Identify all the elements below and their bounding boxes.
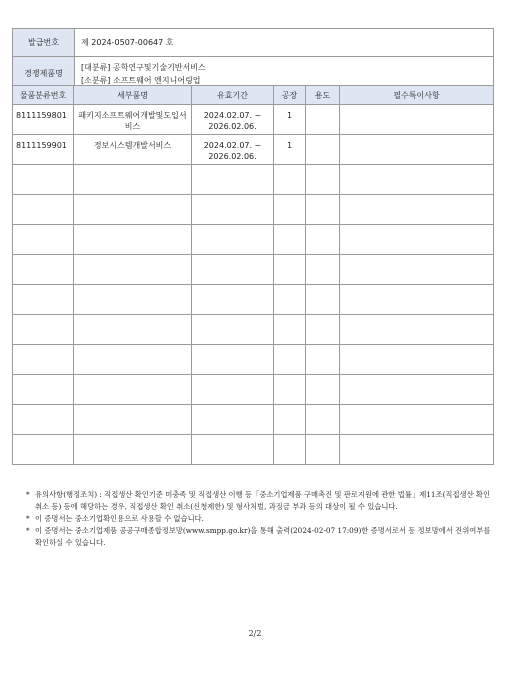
category-minor: [소분류] 소프트웨어 엔지니어링업	[81, 75, 201, 85]
empty-cell	[274, 165, 306, 195]
empty-cell	[192, 255, 274, 285]
remarks	[340, 105, 494, 135]
remarks	[340, 135, 494, 165]
note-bullet: *	[26, 490, 30, 499]
empty-cell	[74, 165, 192, 195]
empty-cell	[192, 435, 274, 465]
empty-cell	[13, 195, 74, 225]
empty-cell	[192, 345, 274, 375]
empty-cell	[74, 285, 192, 315]
use	[306, 105, 340, 135]
empty-cell	[13, 375, 74, 405]
empty-cell	[306, 195, 340, 225]
empty-cell	[306, 285, 340, 315]
empty-cell	[274, 405, 306, 435]
col-header-remarks: 필수특이사항	[340, 86, 494, 105]
table-row-empty	[13, 225, 494, 255]
classification-number: 8111159801	[13, 105, 74, 135]
product-table	[12, 85, 494, 465]
note-bullet: *	[26, 514, 30, 523]
note-text: 유의사항(행정조치) : 직접생산 확인기준 미충족 및 직접생산 이행 등「중소기업제품 구매촉진 및 판로지원에 관한 법률」제11조(직접생산 확인 취소 등) 등에 해당하는 경우, 직접생산 확인 취소(신청제한) 및 형사처벌, 과징금 부과 등의 대상이 될 수 있습니다.	[35, 490, 491, 511]
table-row-empty	[13, 255, 494, 285]
empty-cell	[192, 315, 274, 345]
issue-number-row	[13, 29, 494, 57]
factory-count: 1	[274, 135, 306, 165]
empty-cell	[192, 405, 274, 435]
empty-cell	[192, 285, 274, 315]
empty-cell	[74, 345, 192, 375]
empty-cell	[274, 435, 306, 465]
empty-cell	[306, 315, 340, 345]
table-header-row	[13, 86, 494, 105]
empty-cell	[340, 375, 494, 405]
empty-cell	[306, 225, 340, 255]
note-item	[26, 513, 498, 525]
empty-cell	[192, 375, 274, 405]
classification-number: 8111159901	[13, 135, 74, 165]
col-header-classification-number: 물품분류번호	[13, 86, 74, 105]
col-header-use: 용도	[306, 86, 340, 105]
empty-cell	[192, 165, 274, 195]
validity-period: 2024.02.07. ~ 2026.02.06.	[192, 105, 274, 135]
table-row-empty	[13, 405, 494, 435]
note-text: 이 증명서는 중소기업확인용으로 사용할 수 없습니다.	[35, 514, 204, 523]
empty-cell	[13, 285, 74, 315]
notes-section	[26, 489, 498, 549]
table-row-empty	[13, 435, 494, 465]
table-row	[13, 105, 494, 135]
category-major: [대분류] 공학연구및기술기반서비스	[81, 62, 206, 72]
empty-cell	[340, 285, 494, 315]
product-name-label: 경쟁제품명	[13, 57, 75, 91]
empty-cell	[340, 315, 494, 345]
col-header-validity-period: 유효기간	[192, 86, 274, 105]
empty-cell	[74, 375, 192, 405]
empty-cell	[13, 405, 74, 435]
certificate-header	[12, 28, 494, 91]
empty-cell	[274, 225, 306, 255]
detailed-item-name: 정보시스템개발서비스	[74, 135, 192, 165]
empty-cell	[340, 255, 494, 285]
detailed-item-name: 패키지소프트웨어개발및도입서비스	[74, 105, 192, 135]
table-row-empty	[13, 345, 494, 375]
use	[306, 135, 340, 165]
empty-cell	[306, 405, 340, 435]
empty-cell	[340, 195, 494, 225]
table-row-empty	[13, 195, 494, 225]
empty-cell	[306, 165, 340, 195]
table-row-empty	[13, 375, 494, 405]
empty-cell	[340, 225, 494, 255]
empty-cell	[274, 315, 306, 345]
empty-cell	[306, 345, 340, 375]
empty-cell	[13, 255, 74, 285]
empty-cell	[274, 375, 306, 405]
empty-cell	[340, 405, 494, 435]
empty-cell	[306, 435, 340, 465]
table-body	[13, 105, 494, 465]
empty-cell	[13, 165, 74, 195]
table-row-empty	[13, 285, 494, 315]
empty-cell	[192, 195, 274, 225]
empty-cell	[74, 435, 192, 465]
empty-cell	[274, 345, 306, 375]
empty-cell	[13, 225, 74, 255]
table-row-empty	[13, 315, 494, 345]
empty-cell	[74, 255, 192, 285]
empty-cell	[13, 345, 74, 375]
empty-cell	[274, 285, 306, 315]
empty-cell	[74, 195, 192, 225]
validity-period: 2024.02.07. ~ 2026.02.06.	[192, 135, 274, 165]
issue-number-label: 발급번호	[13, 29, 75, 57]
factory-count: 1	[274, 105, 306, 135]
note-item	[26, 525, 498, 549]
empty-cell	[306, 255, 340, 285]
empty-cell	[192, 225, 274, 255]
col-header-factory: 공장	[274, 86, 306, 105]
note-text: 이 증명서는 중소기업제품 공공구매종합정보망(www.smpp.go.kr)을 통해 출력(2024-02-07 17:09)한 증명서로서 동 정보망에서 진위여부를 확인하실 수 있습니다.	[35, 526, 491, 547]
note-bullet: *	[26, 526, 30, 535]
issue-number-value: 제 2024-0507-00647 호	[75, 29, 494, 57]
empty-cell	[340, 165, 494, 195]
empty-cell	[306, 375, 340, 405]
table-row-empty	[13, 165, 494, 195]
empty-cell	[74, 405, 192, 435]
col-header-detailed-item: 세부품명	[74, 86, 192, 105]
empty-cell	[340, 435, 494, 465]
empty-cell	[13, 315, 74, 345]
empty-cell	[13, 435, 74, 465]
empty-cell	[74, 315, 192, 345]
page-number: 2/2	[248, 629, 262, 638]
table-row	[13, 135, 494, 165]
empty-cell	[274, 195, 306, 225]
note-item	[26, 489, 498, 513]
empty-cell	[274, 255, 306, 285]
empty-cell	[340, 345, 494, 375]
empty-cell	[74, 225, 192, 255]
